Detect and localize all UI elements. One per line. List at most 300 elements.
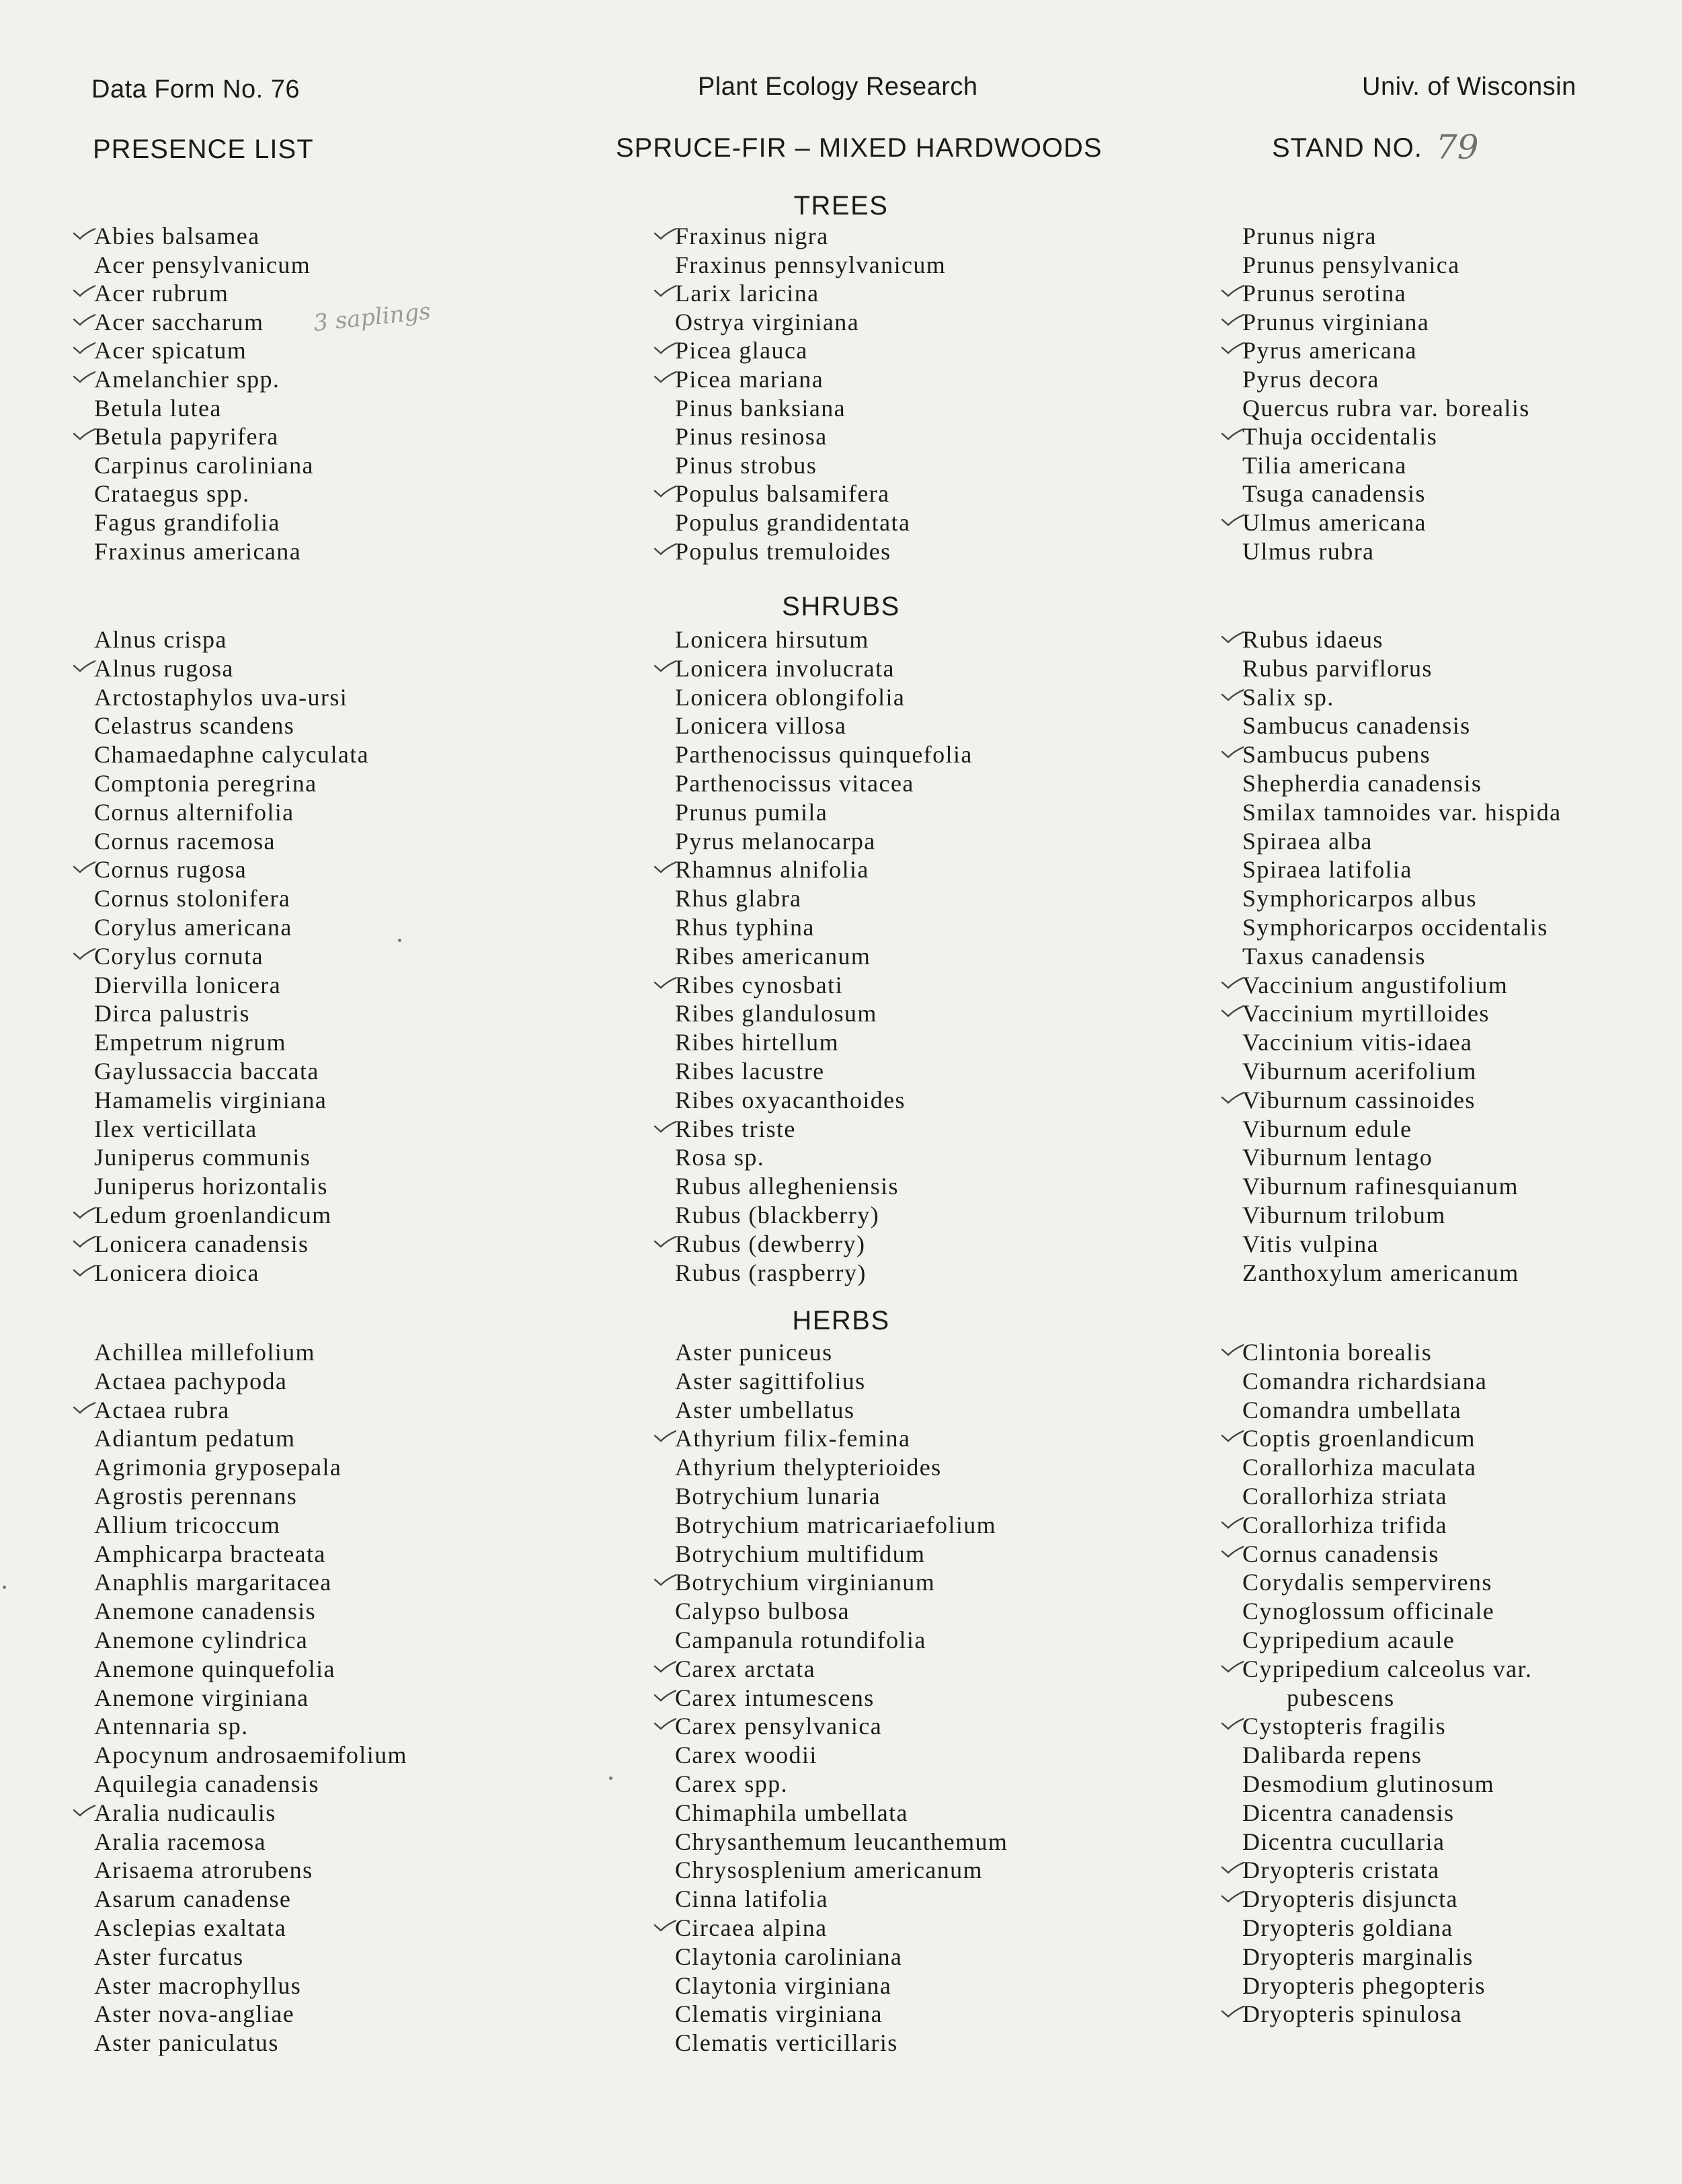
species-name: Dryopteris goldiana xyxy=(1242,1914,1453,1941)
species-item xyxy=(675,2000,883,2028)
species-name: Carex arctata xyxy=(675,1655,816,1682)
checkmark-icon xyxy=(1221,508,1244,537)
species-item xyxy=(1242,625,1384,654)
species-item xyxy=(94,251,311,279)
species-item xyxy=(675,740,973,769)
species-name: Cornus racemosa xyxy=(94,827,276,855)
species-name: Aster umbellatus xyxy=(675,1396,855,1424)
species-item xyxy=(1242,1770,1494,1798)
species-name: Rubus allegheniensis xyxy=(675,1173,899,1200)
species-item xyxy=(675,222,829,250)
species-item xyxy=(675,1770,788,1798)
species-name: Amphicarpa bracteata xyxy=(94,1540,326,1567)
checkmark-icon xyxy=(73,422,95,451)
species-name: Actaea rubra xyxy=(94,1396,230,1424)
species-item xyxy=(1242,1230,1379,1258)
species-name: Comptonia peregrina xyxy=(94,770,317,797)
paper-speck xyxy=(609,1777,612,1780)
species-item xyxy=(1242,336,1417,364)
species-item xyxy=(675,1482,881,1510)
species-item xyxy=(1242,1482,1447,1510)
species-name: Cornus stolonifera xyxy=(94,885,291,912)
paper-speck xyxy=(398,939,401,942)
community-title: SPRUCE-FIR – MIXED HARDWOODS xyxy=(616,133,1103,163)
checkmark-icon xyxy=(73,654,95,682)
species-item xyxy=(94,625,227,654)
species-name: Asclepias exaltata xyxy=(94,1914,287,1941)
species-name: Chimaphila umbellata xyxy=(675,1799,908,1826)
species-item xyxy=(94,222,260,250)
species-name: Dalibarda repens xyxy=(1242,1742,1423,1769)
list-title: PRESENCE LIST xyxy=(93,134,314,164)
species-item xyxy=(1242,1540,1439,1568)
species-name: Antennaria sp. xyxy=(94,1713,249,1740)
checkmark-icon xyxy=(653,1655,676,1683)
species-name: Spiraea latifolia xyxy=(1242,856,1412,884)
species-item xyxy=(1242,394,1530,422)
species-name: Ribes lacustre xyxy=(675,1058,825,1085)
species-item xyxy=(675,508,910,537)
checkmark-icon xyxy=(653,1712,676,1740)
species-item xyxy=(1287,1684,1395,1712)
species-name: Corallorhiza trifida xyxy=(1242,1511,1447,1538)
species-item xyxy=(1242,1367,1487,1395)
species-item xyxy=(675,1885,828,1913)
species-item xyxy=(1242,999,1490,1027)
species-item xyxy=(94,1540,326,1568)
species-item xyxy=(94,451,314,479)
species-name: Populus tremuloides xyxy=(675,537,891,565)
species-name: Aster sagittifolius xyxy=(675,1367,866,1395)
species-item xyxy=(1242,827,1373,855)
species-name: Dicentra cucullaria xyxy=(1242,1828,1445,1855)
species-name: Fraxinus americana xyxy=(94,537,302,565)
species-name: Cystopteris fragilis xyxy=(1242,1713,1446,1740)
species-name: Apocynum androsaemifolium xyxy=(94,1742,407,1769)
species-name: Comandra richardsiana xyxy=(1242,1367,1488,1395)
species-name: Aralia nudicaulis xyxy=(94,1799,276,1826)
species-item xyxy=(94,1885,291,1913)
species-name: Crataegus spp. xyxy=(94,480,250,508)
species-name: Arctostaphylos uva-ursi xyxy=(94,683,348,711)
species-name: Abies balsamea xyxy=(94,223,260,249)
species-name: Fraxinus nigra xyxy=(675,223,829,249)
species-name: Calypso bulbosa xyxy=(675,1598,850,1625)
species-name: Quercus rubra var. borealis xyxy=(1242,394,1530,422)
stand-number: 79 xyxy=(1436,128,1479,167)
species-item xyxy=(94,1856,313,1884)
species-name: Ribes cynosbati xyxy=(675,971,843,999)
species-name: Carex pensylvanica xyxy=(675,1713,883,1740)
university: Univ. of Wisconsin xyxy=(1362,73,1576,101)
checkmark-icon xyxy=(653,537,676,566)
species-item xyxy=(675,251,946,279)
species-item xyxy=(1242,537,1374,566)
checkmark-icon xyxy=(1221,2000,1244,2028)
species-item xyxy=(675,971,843,999)
species-name: Dicentra canadensis xyxy=(1242,1799,1455,1826)
species-item xyxy=(675,1799,908,1827)
checkmark-icon xyxy=(73,222,95,250)
species-item xyxy=(1242,1424,1476,1452)
checkmark-icon xyxy=(1221,308,1244,336)
species-name: Aster puniceus xyxy=(675,1339,833,1366)
species-item xyxy=(94,740,369,769)
species-name: Dirca palustris xyxy=(94,1000,250,1027)
checkmark-icon xyxy=(1221,1885,1244,1913)
species-name: Aster macrophyllus xyxy=(94,1972,302,1999)
species-name: Dryopteris disjuncta xyxy=(1242,1885,1458,1913)
species-item xyxy=(675,999,877,1027)
species-item xyxy=(94,827,276,855)
species-item xyxy=(94,279,229,307)
species-name: Lonicera involucrata xyxy=(675,654,895,682)
species-name: Anemone cylindrica xyxy=(94,1627,309,1653)
checkmark-icon xyxy=(653,279,676,307)
species-name: Claytonia virginiana xyxy=(675,1972,892,1999)
species-name: Rosa sp. xyxy=(675,1144,765,1171)
species-item xyxy=(675,422,828,451)
species-name: Betula papyrifera xyxy=(94,423,279,451)
species-name: Thuja occidentalis xyxy=(1242,423,1438,451)
checkmark-icon xyxy=(653,365,676,393)
checkmark-icon xyxy=(1221,683,1244,711)
species-name: Asarum canadense xyxy=(94,1885,292,1913)
species-name: Cornus rugosa xyxy=(94,856,247,884)
species-item xyxy=(1242,942,1426,970)
species-item xyxy=(94,1597,316,1625)
checkmark-icon xyxy=(653,654,676,682)
section-title-shrubs: SHRUBS xyxy=(782,592,900,621)
species-item xyxy=(675,1086,906,1114)
species-item xyxy=(1242,1856,1440,1884)
species-item xyxy=(675,1856,983,1884)
species-name: Chrysosplenium americanum xyxy=(675,1857,983,1884)
species-name: Claytonia caroliniana xyxy=(675,1943,903,1970)
species-item xyxy=(94,2000,294,2028)
species-name: Amelanchier spp. xyxy=(94,366,280,393)
species-name: Pyrus americana xyxy=(1242,337,1417,364)
species-name: Hamamelis virginiana xyxy=(94,1086,327,1114)
species-name: Vaccinium vitis-idaea xyxy=(1242,1029,1473,1056)
species-item xyxy=(675,365,824,393)
species-item xyxy=(675,654,895,682)
species-name: Lonicera dioica xyxy=(94,1259,259,1286)
species-name: Vaccinium angustifolium xyxy=(1242,971,1509,999)
species-name: pubescens xyxy=(1287,1684,1395,1711)
species-name: Dryopteris cristata xyxy=(1242,1857,1440,1884)
species-item xyxy=(675,1914,827,1942)
checkmark-icon xyxy=(653,336,676,364)
species-name: Botrychium multifidum xyxy=(675,1540,926,1567)
species-item xyxy=(1242,308,1429,336)
species-name: Prunus pensylvanica xyxy=(1242,251,1460,278)
species-name: Tilia americana xyxy=(1242,451,1407,479)
species-name: Anaphlis margaritacea xyxy=(94,1569,332,1596)
species-item xyxy=(94,1799,276,1827)
checkmark-icon xyxy=(1221,1856,1244,1884)
species-name: Aquilegia canadensis xyxy=(94,1770,319,1797)
species-name: Lonicera hirsutum xyxy=(675,626,869,653)
checkmark-icon xyxy=(653,1115,676,1143)
species-name: Carex spp. xyxy=(675,1770,788,1797)
species-name: Alnus crispa xyxy=(94,626,227,653)
species-name: Acer rubrum xyxy=(94,280,229,307)
checkmark-icon xyxy=(73,1259,95,1287)
species-item xyxy=(1242,1799,1454,1827)
species-name: Viburnum lentago xyxy=(1242,1144,1433,1171)
species-name: Pinus banksiana xyxy=(675,394,846,422)
species-name: Clematis verticillaris xyxy=(675,2029,898,2057)
species-item xyxy=(1242,1057,1477,1085)
checkmark-icon xyxy=(1221,1424,1244,1452)
species-item xyxy=(94,1424,295,1452)
species-name: Dryopteris marginalis xyxy=(1242,1943,1474,1970)
paper-speck xyxy=(3,1586,6,1589)
saplings-note: 3 saplings xyxy=(312,297,432,338)
species-item xyxy=(1242,1338,1432,1366)
checkmark-icon xyxy=(1221,625,1244,654)
species-name: Pyrus melanocarpa xyxy=(675,827,876,855)
species-name: Acer pensylvanicum xyxy=(94,251,311,278)
species-name: Pyrus decora xyxy=(1242,366,1379,393)
species-item xyxy=(94,1655,335,1683)
species-item xyxy=(94,798,294,826)
checkmark-icon xyxy=(1221,1338,1244,1366)
species-item xyxy=(94,1626,308,1654)
species-item xyxy=(94,999,250,1027)
species-item xyxy=(675,1597,850,1625)
species-name: Alnus rugosa xyxy=(94,654,234,682)
species-name: Pinus resinosa xyxy=(675,423,828,451)
species-name: Ribes glandulosum xyxy=(675,1000,877,1027)
species-name: Gaylussaccia baccata xyxy=(94,1058,319,1085)
species-item xyxy=(675,279,819,307)
species-name: Lonicera oblongifolia xyxy=(675,683,906,711)
species-name: Carpinus caroliniana xyxy=(94,451,314,479)
species-name: Ulmus americana xyxy=(1242,509,1427,536)
species-item xyxy=(1242,654,1433,682)
species-item xyxy=(1242,1597,1494,1625)
species-name: Ledum groenlandicum xyxy=(94,1202,332,1228)
species-name: Rhamnus alnifolia xyxy=(675,856,869,884)
species-name: Botrychium lunaria xyxy=(675,1483,881,1510)
species-item xyxy=(675,1230,865,1258)
species-name: Chrysanthemum leucanthemum xyxy=(675,1828,1008,1855)
species-name: Cypripedium acaule xyxy=(1242,1627,1455,1653)
species-item xyxy=(94,1568,332,1596)
species-name: Cynoglossum officinale xyxy=(1242,1598,1495,1625)
species-item xyxy=(675,451,817,479)
species-item xyxy=(94,1057,319,1085)
species-name: Fagus grandifolia xyxy=(94,509,280,536)
species-name: Ulmus rubra xyxy=(1242,537,1375,565)
species-name: Ribes oxyacanthoides xyxy=(675,1086,906,1114)
species-item xyxy=(1242,1741,1422,1769)
species-name: Aster furcatus xyxy=(94,1943,244,1970)
species-name: Anemone canadensis xyxy=(94,1598,317,1625)
species-item xyxy=(94,308,264,336)
species-name: Clematis virginiana xyxy=(675,2000,883,2028)
species-item xyxy=(1242,2000,1462,2028)
species-item xyxy=(94,1172,328,1200)
species-name: Pinus strobus xyxy=(675,451,817,479)
checkmark-icon xyxy=(73,1396,95,1424)
species-item xyxy=(94,1230,309,1258)
species-name: Parthenocissus quinquefolia xyxy=(675,741,973,769)
checkmark-icon xyxy=(73,308,95,336)
species-item xyxy=(1242,251,1460,279)
species-name: Acer saccharum xyxy=(94,308,264,336)
species-name: Rhus typhina xyxy=(675,914,815,941)
species-item xyxy=(1242,451,1407,479)
species-item xyxy=(94,1367,287,1395)
species-item xyxy=(1242,1914,1453,1942)
species-item xyxy=(94,1914,286,1942)
species-item xyxy=(1242,1972,1486,2000)
checkmark-icon xyxy=(1221,1511,1244,1539)
species-name: Betula lutea xyxy=(94,394,222,422)
species-name: Corydalis sempervirens xyxy=(1242,1569,1492,1596)
checkmark-icon xyxy=(653,1914,676,1942)
species-item xyxy=(94,508,280,537)
species-name: Larix laricina xyxy=(675,280,819,307)
species-name: Botrychium matricariaefolium xyxy=(675,1511,997,1538)
species-item xyxy=(94,1143,311,1171)
species-name: Agrimonia gryposepala xyxy=(94,1454,342,1481)
species-name: Anemone virginiana xyxy=(94,1684,309,1711)
species-name: Athyrium thelypterioides xyxy=(675,1454,942,1481)
species-item xyxy=(94,1453,342,1481)
species-name: Rhus glabra xyxy=(675,885,802,912)
species-item xyxy=(1242,740,1431,769)
species-item xyxy=(94,479,250,508)
species-item xyxy=(1242,1626,1455,1654)
checkmark-icon xyxy=(73,365,95,393)
species-name: Allium tricoccum xyxy=(94,1511,281,1538)
species-item xyxy=(675,1943,902,1971)
species-item xyxy=(1242,1259,1519,1287)
checkmark-icon xyxy=(73,336,95,364)
checkmark-icon xyxy=(653,222,676,250)
species-name: Carex woodii xyxy=(675,1742,817,1769)
species-name: Aster paniculatus xyxy=(94,2029,279,2057)
species-name: Corallorhiza striata xyxy=(1242,1483,1447,1510)
checkmark-icon xyxy=(1221,1086,1244,1114)
species-item xyxy=(1242,1943,1474,1971)
species-item xyxy=(1242,1453,1476,1481)
species-item xyxy=(1242,1028,1472,1056)
species-item xyxy=(675,942,871,970)
species-item xyxy=(1242,422,1437,451)
species-name: Corallorhiza maculata xyxy=(1242,1454,1477,1481)
checkmark-icon xyxy=(73,1201,95,1229)
species-name: Sambucus pubens xyxy=(1242,741,1431,769)
species-name: Lonicera canadensis xyxy=(94,1230,309,1257)
species-item xyxy=(675,1828,1008,1856)
species-item xyxy=(675,798,828,826)
species-item xyxy=(94,654,234,682)
species-item xyxy=(94,1086,327,1114)
species-name: Achillea millefolium xyxy=(94,1339,315,1366)
section-title-herbs: HERBS xyxy=(792,1306,890,1335)
species-item xyxy=(94,913,292,941)
species-item xyxy=(675,769,914,797)
species-item xyxy=(1242,1568,1492,1596)
species-name: Adiantum pedatum xyxy=(94,1425,296,1452)
species-item xyxy=(94,1770,319,1798)
species-name: Populus balsamifera xyxy=(675,480,890,508)
checkmark-icon xyxy=(1221,740,1244,769)
species-item xyxy=(1242,365,1379,393)
checkmark-icon xyxy=(1221,1655,1244,1683)
species-item xyxy=(94,422,279,451)
species-name: Prunus serotina xyxy=(1242,280,1406,307)
species-item xyxy=(675,1453,942,1481)
species-item xyxy=(94,1828,266,1856)
species-item xyxy=(675,913,815,941)
section-title-trees: TREES xyxy=(793,191,889,221)
species-name: Spiraea alba xyxy=(1242,827,1373,855)
species-item xyxy=(675,1338,833,1366)
species-name: Anemone quinquefolia xyxy=(94,1655,335,1682)
species-name: Diervilla lonicera xyxy=(94,971,282,999)
species-name: Ostrya virginiana xyxy=(675,308,860,336)
species-name: Dryopteris phegopteris xyxy=(1242,1972,1486,1999)
species-item xyxy=(675,827,876,855)
species-item xyxy=(675,1115,796,1143)
species-item xyxy=(675,1511,996,1539)
species-name: Empetrum nigrum xyxy=(94,1029,286,1056)
species-name: Rubus (dewberry) xyxy=(675,1230,866,1257)
species-item xyxy=(94,1741,407,1769)
species-item xyxy=(1242,1086,1476,1114)
species-item xyxy=(94,1943,244,1971)
species-item xyxy=(1242,683,1334,711)
species-name: Tsuga canadensis xyxy=(1242,480,1426,508)
species-name: Picea glauca xyxy=(675,337,808,364)
species-name: Populus grandidentata xyxy=(675,509,911,536)
species-name: Picea mariana xyxy=(675,366,824,393)
species-name: Actaea pachypoda xyxy=(94,1367,288,1395)
species-item xyxy=(675,884,801,912)
species-item xyxy=(675,1057,825,1085)
checkmark-icon xyxy=(73,942,95,970)
species-name: Parthenocissus vitacea xyxy=(675,770,914,797)
checkmark-icon xyxy=(653,1424,676,1452)
species-item xyxy=(94,884,290,912)
species-name: Arisaema atrorubens xyxy=(94,1857,313,1884)
species-name: Prunus pumila xyxy=(675,798,828,826)
species-name: Cypripedium calceolus var. xyxy=(1242,1655,1533,1682)
species-item xyxy=(1242,1143,1433,1171)
species-name: Rubus (raspberry) xyxy=(675,1259,867,1286)
species-item xyxy=(675,394,846,422)
species-item xyxy=(1242,1712,1446,1740)
species-name: Acer spicatum xyxy=(94,337,247,364)
checkmark-icon xyxy=(73,1230,95,1258)
species-item xyxy=(675,1367,866,1395)
species-item xyxy=(94,2029,279,2057)
species-name: Viburnum trilobum xyxy=(1242,1202,1446,1228)
species-item xyxy=(1242,884,1477,912)
species-name: Rubus idaeus xyxy=(1242,626,1384,653)
species-item xyxy=(675,683,905,711)
species-item xyxy=(1242,222,1377,250)
checkmark-icon xyxy=(1221,1712,1244,1740)
species-item xyxy=(94,336,247,364)
species-name: Corylus cornuta xyxy=(94,942,264,970)
